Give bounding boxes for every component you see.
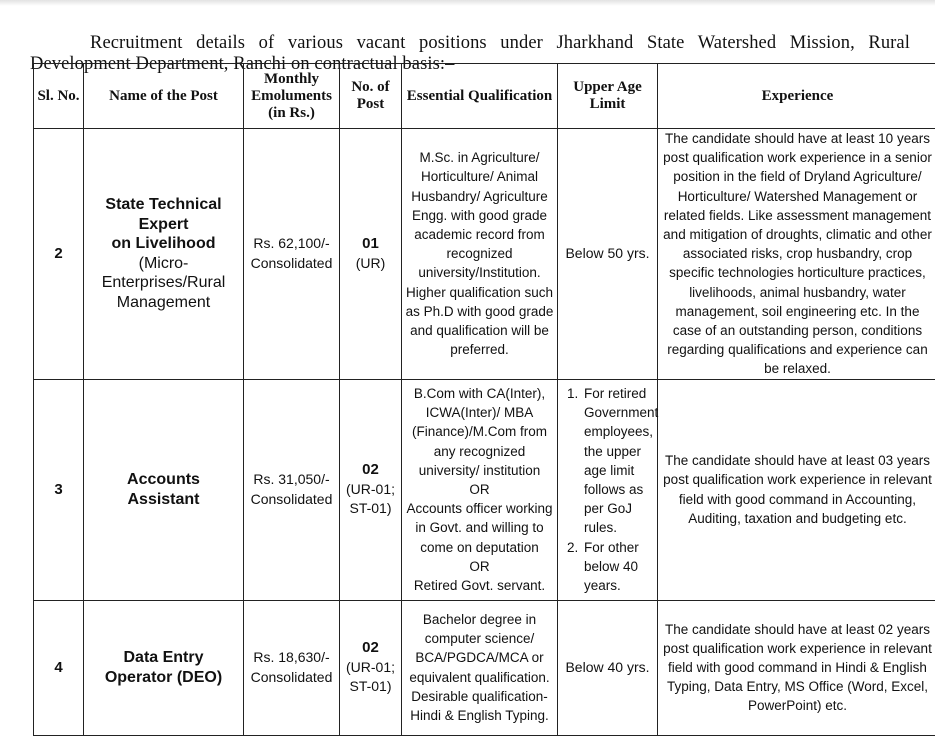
age-limit-item: 1. For retired Government employees, the upper age limit follows as per GoJ rules. (582, 384, 655, 538)
table-row (34, 129, 935, 380)
emoluments-type: Consolidated (250, 668, 333, 685)
no-of-post-cell (340, 379, 402, 600)
qualification-cell: M.Sc. in Agriculture/ Horticulture/ Animal Husbandry/ Agriculture Engg. with good grade academic record from recognized university/Institution. Higher qualification such as Ph.D with good grade and qualification will be preferred. (402, 129, 558, 380)
qualification-or: OR (469, 558, 490, 574)
qualification-option: Accounts officer working in Govt. and willing to come on deputation (406, 501, 553, 555)
header-experience: Experience (658, 64, 935, 129)
experience-cell: The candidate should have at least 03 years post qualification work experience in relevant field with good command in Accounting, Auditing, taxation and budgeting etc. (658, 379, 935, 600)
table-row (34, 379, 935, 600)
emoluments-amount: Rs. 31,050/- (253, 471, 330, 488)
post-category: (UR-01; ST-01) (345, 480, 395, 517)
sl-no-cell: 2 (34, 129, 84, 380)
post-category: (UR) (355, 254, 386, 271)
post-title-line-1: Accounts (127, 471, 200, 489)
post-count: 02 (362, 461, 379, 479)
qualification-option: B.Com with CA(Inter), ICWA(Inter)/ MBA (Finance)/M.Com from any recognized university/ institution (411, 386, 548, 478)
age-limit-item: 2. For other below 40 years. (582, 538, 655, 596)
emoluments-amount: Rs. 18,630/- (253, 649, 330, 666)
emoluments-amount: Rs. 62,100/- (253, 235, 330, 252)
qualification-cell: Bachelor degree in computer science/ BCA/PGDCA/MCA or equivalent qualification. Desirable qualification- Hindi & English Typing. (402, 600, 558, 735)
post-title-line-2: Assistant (127, 490, 200, 508)
post-title-line-1: State Technical Expert (105, 196, 222, 233)
qualification-or: OR (469, 482, 490, 498)
emoluments-cell (244, 129, 340, 380)
age-limit-cell: Below 50 yrs. (558, 129, 658, 380)
header-post-name: Name of the Post (84, 64, 244, 129)
sl-no-cell: 3 (34, 379, 84, 600)
emoluments-type: Consolidated (250, 490, 333, 507)
emoluments-cell (244, 600, 340, 735)
post-name-cell (84, 129, 244, 380)
post-name-cell (84, 600, 244, 735)
header-qualification: Essential Qualification (402, 64, 558, 129)
age-limit-list (560, 384, 659, 595)
age-limit-cell: Below 40 yrs. (558, 600, 658, 735)
header-row (34, 64, 935, 129)
header-sl-no: Sl. No. (34, 64, 84, 129)
header-age-limit: Upper Age Limit (558, 64, 658, 129)
table-row (34, 600, 935, 735)
recruitment-table (33, 63, 935, 736)
qualification-option: Retired Govt. servant. (413, 578, 546, 594)
post-subtitle: (Micro-Enterprises/Rural Management (101, 254, 226, 311)
post-title-line-2: on Livelihood (111, 235, 216, 253)
no-of-post-cell (340, 129, 402, 380)
no-of-post-cell (340, 600, 402, 735)
experience-cell: The candidate should have at least 10 years post qualification work experience in a senior position in the field of Dryland Agriculture/ Horticulture/ Watershed Management or related fields. Like assessment management and mitigation of droughts, climatic and other associated risks, crop husbandry, crop specific technologies horticulture practices, livelihoods, animal husbandry, water management, soil engineering etc. In the case of an outstanding person, conditions regarding qualifications and experience can be relaxed. (658, 129, 935, 380)
post-title-line-1: Data Entry (123, 649, 204, 667)
intro-paragraph: Recruitment details of various vacant positions under Jharkhand State Watershed Mission, Rural Development Department, Ranchi on contractual basis:– (30, 32, 910, 74)
sl-no-cell: 4 (34, 600, 84, 735)
post-category: (UR-01; ST-01) (345, 658, 395, 695)
qualification-cell (402, 379, 558, 600)
post-name-cell (84, 379, 244, 600)
emoluments-type: Consolidated (250, 254, 333, 271)
emoluments-cell (244, 379, 340, 600)
age-limit-cell (558, 379, 658, 600)
experience-cell: The candidate should have at least 02 years post qualification work experience in relevant field with good command in Hindi & English Typing, Data Entry, MS Office (Word, Excel, PowerPoint) etc. (658, 600, 935, 735)
header-no-of-post: No. of Post (340, 64, 402, 129)
post-title-line-2: Operator (DEO) (104, 668, 223, 686)
post-count: 01 (362, 235, 379, 253)
previous-page-edge (0, 0, 935, 6)
header-emoluments: Monthly Emoluments (in Rs.) (244, 64, 340, 129)
post-count: 02 (362, 639, 379, 657)
